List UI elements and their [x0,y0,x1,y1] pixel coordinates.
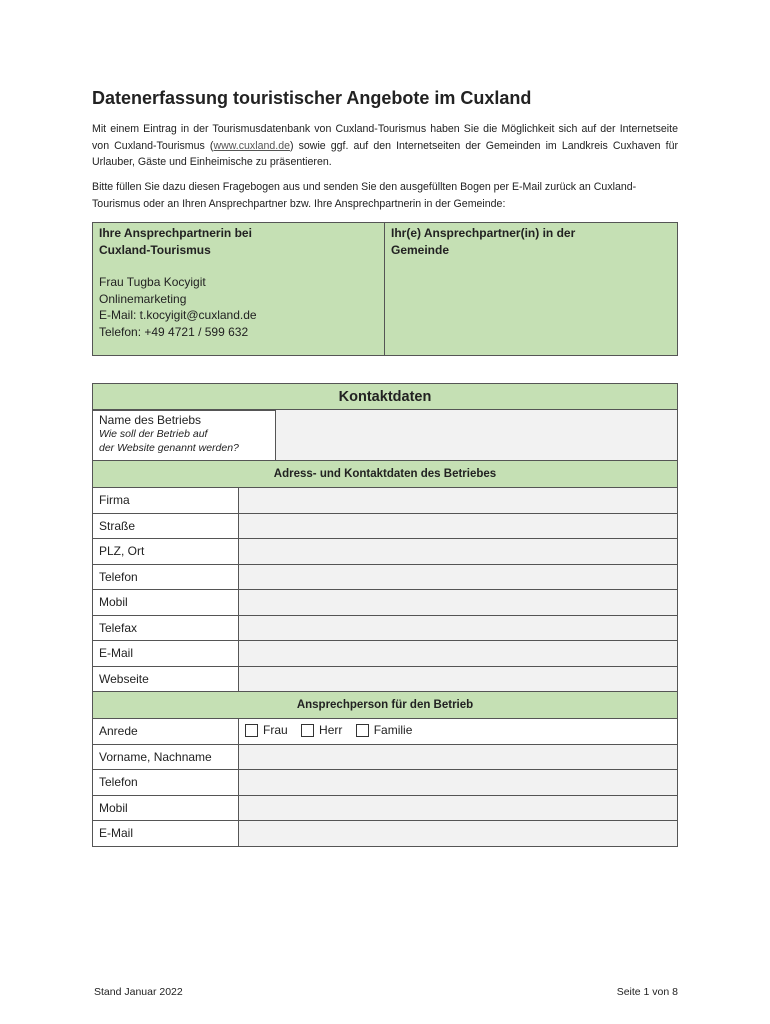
footer-date: Stand Januar 2022 [94,986,183,998]
contact-email: E-Mail: t.kocyigit@cuxland.de [99,308,257,322]
field-label-strasse: Straße [93,513,239,539]
checkbox-frau[interactable] [245,723,288,737]
field-label-mobil: Mobil [93,590,239,616]
business-name-label-cell [93,410,276,462]
checkbox-herr-label: Herr [319,723,343,737]
field-label-person-email: E-Mail [93,821,239,847]
field-label-firma: Firma [93,488,239,514]
salutation-options [239,719,678,745]
person-name-input[interactable] [239,744,678,770]
address-table [92,460,678,847]
field-label-telefax: Telefax [93,615,239,641]
intro-text-after-link: ) sowie ggf. auf den Internetseiten der Gemeinden im Landkreis Cuxhaven für Urlauber, Gäste und Einheimische zu präsentieren. [92,139,678,168]
field-label-person-telefon: Telefon [93,770,239,796]
webseite-input[interactable] [239,666,678,692]
business-name-hint-1: Wie soll der Betrieb auf [99,428,208,440]
firma-input[interactable] [239,488,678,514]
intro-text-before-link: Mit einem Eintrag in der Tourismusdatenbank von Cuxland-Tourismus haben Sie die Möglichkeit sich auf der Internetseite von Cuxland-Tourismus ( [92,123,678,152]
field-label-telefon: Telefon [93,564,239,590]
checkbox-frau-box[interactable] [245,724,258,737]
intro-paragraph-1 [92,121,678,171]
checkbox-herr-box[interactable] [301,724,314,737]
telefon-input[interactable] [239,564,678,590]
checkbox-familie[interactable] [356,723,413,737]
field-label-email: E-Mail [93,641,239,667]
email-input[interactable] [239,641,678,667]
telefax-input[interactable] [239,615,678,641]
field-label-anrede: Anrede [93,719,239,745]
contact-phone: Telefon: +49 4721 / 599 632 [99,324,249,339]
plz-ort-input[interactable] [239,539,678,565]
business-name-hint-2: der Website genannt werden? [99,442,239,454]
contact-form [92,383,678,411]
checkbox-familie-label: Familie [373,723,413,737]
business-name-label: Name des Betriebs [99,413,202,427]
field-label-vorname-nachname: Vorname, Nachname [93,744,239,770]
cuxland-link[interactable]: www.cuxland.de [213,139,290,152]
cuxland-contact-header-2: Cuxland-Tourismus [99,242,211,257]
checkbox-herr[interactable] [301,723,342,737]
field-label-plz-ort: PLZ, Ort [93,539,239,565]
section-title-kontaktdaten: Kontaktdaten [93,384,678,411]
person-mobil-input[interactable] [239,795,678,821]
address-section-title: Adress- und Kontaktdaten des Betriebes [93,461,678,488]
footer-page-number: Seite 1 von 8 [616,986,678,998]
contact-box [92,222,678,356]
mobil-input[interactable] [239,590,678,616]
page-title: Datenerfassung touristischer Angebote im Cuxland [92,88,532,108]
business-name-input[interactable] [276,410,678,462]
municipality-contact-header-1: Ihr(e) Ansprechpartner(in) in der [391,226,576,240]
checkbox-frau-label: Frau [263,723,288,737]
field-label-person-mobil: Mobil [93,795,239,821]
person-telefon-input[interactable] [239,770,678,796]
field-label-webseite: Webseite [93,666,239,692]
municipality-contact [385,223,677,355]
checkbox-familie-box[interactable] [356,724,369,737]
strasse-input[interactable] [239,513,678,539]
municipality-contact-header-2: Gemeinde [391,242,450,257]
contact-name: Frau Tugba Kocyigit [99,275,206,289]
cuxland-contact [93,223,385,355]
contact-role: Onlinemarketing [99,291,187,306]
intro-paragraph-2: Bitte füllen Sie dazu diesen Fragebogen aus und senden Sie den ausgefüllten Bogen per E-Mail zurück an Cuxland-Tourismus oder an Ihren Ansprechpartner bzw. Ihre Ansprechpartnerin in der Gemeinde: [92,181,637,210]
business-name-table [92,409,678,462]
person-email-input[interactable] [239,821,678,847]
person-section-title: Ansprechperson für den Betrieb [93,692,678,719]
cuxland-contact-header-1: Ihre Ansprechpartnerin bei [99,226,252,240]
